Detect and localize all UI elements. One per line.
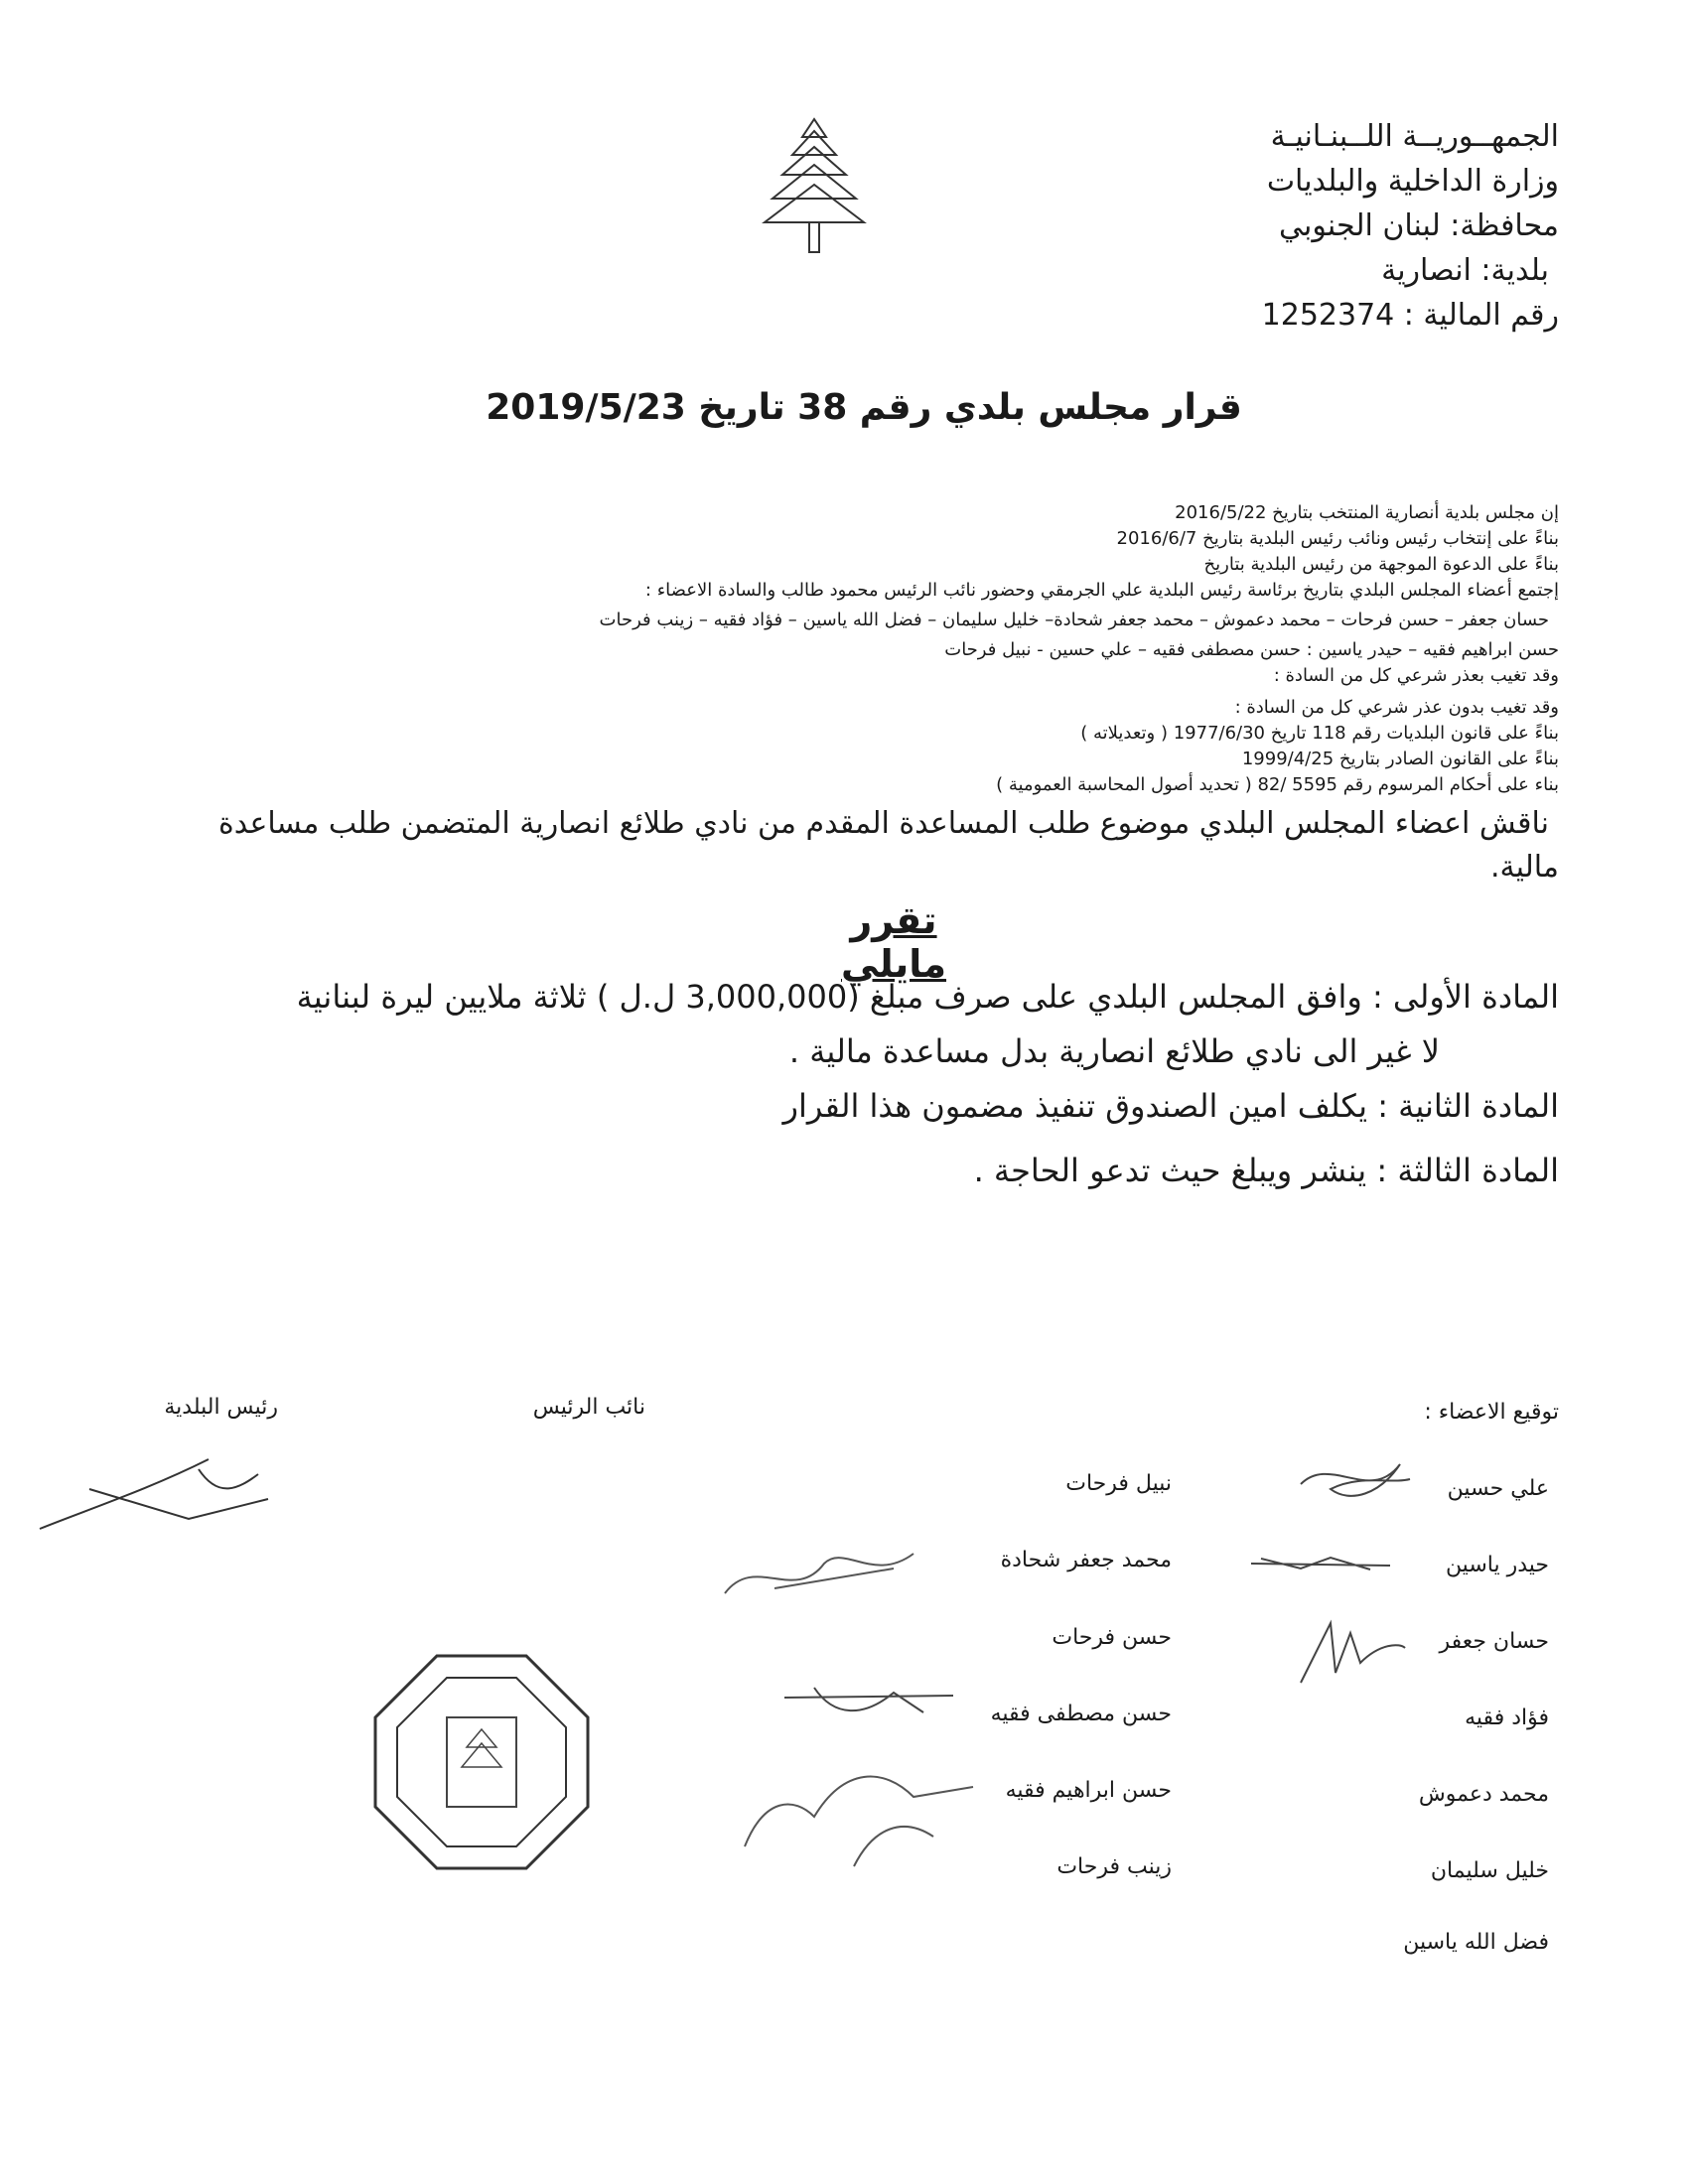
decision-heading: تقرر مايلي [840,898,947,986]
preamble-line: بناءً على الدعوة الموجهة من رئيس البلدية بتاريخ [1203,554,1559,575]
member-name: فضل الله ياسين [1403,1930,1549,1955]
president-label: رئيس البلدية [164,1395,278,1420]
member-name: فؤاد فقيه [1465,1706,1549,1730]
preamble-line: وقد تغيب بدون عذر شرعي كل من السادة : [1234,697,1559,718]
preamble-line: بناء على أحكام المرسوم رقم 5595 /82 ( تحديد أصول المحاسبة العمومية ) [996,774,1559,795]
member-name: علي حسين [1447,1476,1549,1501]
discussion-text: مالية. [1489,850,1559,885]
preamble-line: حسن ابراهيم فقيه – حيدر ياسين : حسن مصطفى فقيه – علي حسين - نبيل فرحات [944,639,1559,660]
governorate-name: محافظة: لبنان الجنوبي [1279,208,1559,243]
article-one-cont: لا غير الى نادي طلائع انصارية بدل مساعدة مالية . [788,1032,1440,1070]
signature-scribble [715,1534,943,1613]
signature-scribble [735,1757,993,1876]
cedar-emblem-icon [755,109,874,258]
signature-scribble [30,1430,288,1549]
member-name: حيدر ياسين [1445,1553,1549,1577]
member-name: نبيل فرحات [1065,1471,1172,1496]
municipality-name: بلدية: انصارية [1381,253,1549,288]
article-one: المادة الأولى : وافق المجلس البلدي على صرف مبلغ (3,000,000 ل.ل ) ثلاثة ملايين ليرة لبنانية [296,978,1559,1016]
preamble-line: وقد تغيب بعذر شرعي كل من السادة : [1273,665,1559,686]
preamble-line: إن مجلس بلدية أنصارية المنتخب بتاريخ 2016/5/22 [1175,502,1559,523]
signature-scribble [1291,1444,1430,1514]
discussion-text: ناقش اعضاء المجلس البلدي موضوع طلب المساعدة المقدم من نادي طلائع انصارية المتضمن طلب مساعدة [217,806,1549,841]
preamble-line: حسان جعفر – حسن فرحات – محمد دعموش – محمد جعفر شحادة– خليل سليمان – فضل الله ياسين – فؤاد فقيه – زينب فرحات [599,610,1549,630]
member-name: محمد جعفر شحادة [1000,1548,1172,1572]
article-two: المادة الثانية : يكلف امين الصندوق تنفيذ مضمون هذا القرار [782,1087,1559,1125]
signature-scribble [1241,1544,1410,1583]
republic-name: الجمهــوريــة اللــبنـانيـة [1270,119,1559,154]
article-three: المادة الثالثة : ينشر ويبلغ حيث تدعو الحاجة . [973,1152,1559,1189]
preamble-line: إجتمع أعضاء المجلس البلدي بتاريخ برئاسة رئيس البلدية علي الجرمقي وحضور نائب الرئيس محمود طالب والسادة الاعضاء : [644,580,1559,601]
member-name: زينب فرحات [1056,1854,1172,1879]
signature-scribble [774,1678,963,1727]
members-heading: توقيع الاعضاء : [1424,1400,1559,1425]
member-name: حسن مصطفى فقيه [990,1702,1172,1726]
member-name: خليل سليمان [1430,1858,1549,1883]
vice-president-label: نائب الرئيس [532,1395,645,1420]
municipality-stamp-icon [367,1648,596,1876]
preamble-line: بناءً على قانون البلديات رقم 118 تاريخ 1977/6/30 ( وتعديلاته ) [1080,723,1559,744]
member-name: حسن فرحات [1052,1625,1172,1650]
member-name: حسان جعفر [1439,1629,1549,1654]
preamble-line: بناءً على إنتخاب رئيس ونائب رئيس البلدية بتاريخ 2016/6/7 [1116,528,1559,549]
member-name: محمد دعموش [1418,1782,1549,1807]
member-name: حسن ابراهيم فقيه [1005,1778,1172,1803]
signature-scribble [1291,1603,1410,1693]
ministry-name: وزارة الداخلية والبلديات [1266,164,1559,199]
preamble-line: بناءً على القانون الصادر بتاريخ 1999/4/25 [1241,749,1559,769]
decision-title: قرار مجلس بلدي رقم 38 تاريخ 2019/5/23 [486,387,1242,428]
finance-number: رقم المالية : 1252374 [1261,298,1559,333]
